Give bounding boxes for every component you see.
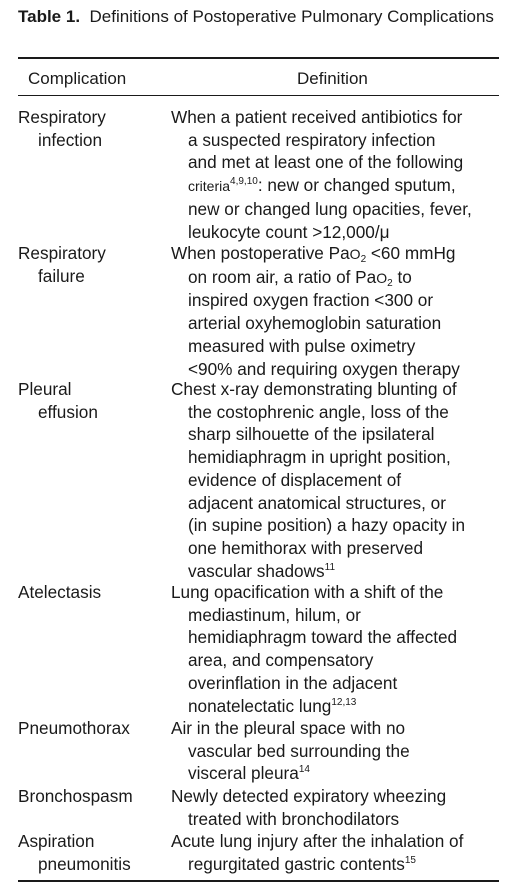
header-rule	[18, 95, 499, 96]
definition-cell: Lung opacification with a shift of the mediastinum, hilum, or hemidiaphragm toward the affected area, and compensatory overinflation in the adjacent nonatelectatic lung$^{12,13}$	[171, 582, 458, 716]
definition-cell: Chest x-ray demonstrating blunting of the costophrenic angle, loss of the sharp silhouette of the ipsilateral hemidiaphragm in upright position, evidence of displacement of adjacent anatomical structures, or (in supine position) a hazy opacity in one hemithorax with preserved vascular shadows$^{11}$	[171, 379, 466, 581]
complication-cell: Pleural effusion	[18, 379, 98, 422]
complication-cell: Pneumothorax	[18, 718, 130, 738]
definition-cell: Acute lung injury after the inhalation of regurgitated gastric contents$^{15}$	[171, 831, 464, 874]
definition-cell: When postoperative PaO$_2$ <60 mmHg on room air, a ratio of PaO$_2$ to inspired oxygen fraction <300 or arterial oxyhemoglobin saturation measured with pulse oximetry <90% and requiring oxygen therapy	[171, 243, 460, 379]
table-caption	[18, 6, 498, 28]
complication-cell: Bronchospasm	[18, 786, 133, 806]
complication-cell: Respiratory failure	[18, 243, 106, 286]
bottom-rule	[18, 880, 499, 882]
definition-cell: Air in the pleural space with no vascular bed surrounding the visceral pleura$^{14}$	[171, 718, 410, 784]
top-rule	[18, 57, 499, 59]
table-label: Table 1.	[18, 7, 81, 26]
table-title: Definitions of Postoperative Pulmonary Complications	[89, 7, 494, 26]
complication-cell: Respiratory infection	[18, 107, 106, 150]
column-header-complication: Complication	[28, 69, 127, 88]
definition-cell: When a patient received antibiotics for a suspected respiratory infection and met at least one of the following criteria$^{4,9,10}$: new or changed sputum, new or changed lung opacities, fever, leukocyte count >12,000/μ	[171, 107, 472, 242]
complication-cell: Aspiration pneumonitis	[18, 831, 131, 874]
column-header-definition: Definition	[297, 69, 368, 88]
definition-cell: Newly detected expiratory wheezing treated with bronchodilators	[171, 786, 447, 829]
complication-cell: Atelectasis	[18, 582, 102, 602]
